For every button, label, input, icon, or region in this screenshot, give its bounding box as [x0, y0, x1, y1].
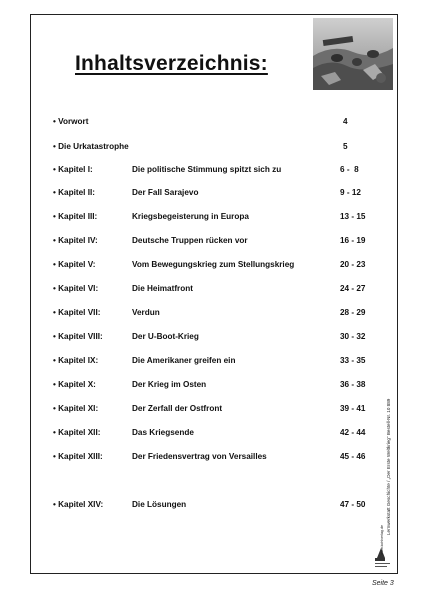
toc-chapter: • Vorwort [53, 117, 89, 126]
toc-entry [0, 500, 424, 514]
page-number: Seite 3 [372, 580, 394, 587]
toc-entry [0, 236, 424, 250]
toc-pages: 20 - 23 [340, 260, 366, 269]
toc-pages: 36 - 38 [340, 380, 366, 389]
toc-pages: 42 - 44 [340, 428, 366, 437]
toc-title: Verdun [132, 308, 160, 317]
toc-entry [0, 284, 424, 298]
trench-photo-icon [313, 18, 393, 90]
toc-title: Der Zerfall der Ostfront [132, 404, 223, 413]
toc-title: Der U-Boot-Krieg [132, 332, 199, 341]
toc-chapter: • Kapitel XII: [53, 428, 101, 437]
toc-pages: 5 [343, 142, 348, 151]
toc-title: Der Krieg im Osten [132, 380, 207, 389]
toc-chapter: • Kapitel III: [53, 212, 98, 221]
toc-title: Der Friedensvertrag von Versailles [132, 452, 267, 461]
toc-entry [0, 452, 424, 466]
toc-title: Die Amerikaner greifen ein [132, 356, 236, 365]
toc-title: Vom Bewegungskrieg zum Stellungskrieg [132, 260, 295, 269]
toc-title: Kriegsbegeisterung in Europa [132, 212, 249, 221]
toc-pages: 33 - 35 [340, 356, 366, 365]
toc-entry [0, 212, 424, 226]
toc-chapter: • Kapitel V: [53, 260, 96, 269]
toc-pages: 45 - 46 [340, 452, 366, 461]
toc-chapter: • Kapitel I: [53, 165, 93, 174]
toc-title: Der Fall Sarajevo [132, 188, 199, 197]
toc-chapter: • Kapitel IX: [53, 356, 99, 365]
toc-title: Deutsche Truppen rücken vor [132, 236, 248, 245]
toc-entry [0, 117, 424, 131]
toc-entry [0, 380, 424, 394]
toc-pages: 6 - 8 [340, 165, 359, 174]
toc-chapter: • Kapitel XI: [53, 404, 99, 413]
toc-entry [0, 188, 424, 202]
toc-pages: 4 [343, 117, 348, 126]
series-side-text: Lernwerkstatt Geschichte / „Der Erste Weltkrieg" Bestell-Nr. 10 889 [386, 398, 391, 535]
toc-title: Die Lösungen [132, 500, 187, 509]
toc-pages: 16 - 19 [340, 236, 366, 245]
publisher-url: www.kohlverlag.de [380, 525, 384, 555]
toc-entry [0, 142, 424, 156]
toc-entry [0, 404, 424, 418]
toc-pages: 30 - 32 [340, 332, 366, 341]
toc-entry [0, 165, 424, 179]
toc-title: Die politische Stimmung spitzt sich zu [132, 165, 282, 174]
toc-title: Die Heimatfront [132, 284, 193, 293]
toc-chapter: • Kapitel VI: [53, 284, 99, 293]
toc-entry [0, 356, 424, 370]
toc-pages: 39 - 41 [340, 404, 366, 413]
toc-pages: 13 - 15 [340, 212, 366, 221]
toc-chapter: • Kapitel II: [53, 188, 95, 197]
toc-chapter: • Die Urkatastrophe [53, 142, 129, 151]
toc-chapter: • Kapitel X: [53, 380, 96, 389]
toc-entry [0, 260, 424, 274]
toc-chapter: • Kapitel VIII: [53, 332, 103, 341]
toc-chapter: • Kapitel VII: [53, 308, 101, 317]
toc-chapter: • Kapitel XIII: [53, 452, 103, 461]
toc-entry [0, 332, 424, 346]
toc-title: Das Kriegsende [132, 428, 194, 437]
toc-chapter: • Kapitel XIV: [53, 500, 104, 509]
page-title: Inhaltsverzeichnis: [75, 52, 268, 75]
toc-pages: 9 - 12 [340, 188, 361, 197]
toc-pages: 24 - 27 [340, 284, 366, 293]
toc-pages: 28 - 29 [340, 308, 366, 317]
toc-pages: 47 - 50 [340, 500, 366, 509]
toc-entry [0, 308, 424, 322]
toc-chapter: • Kapitel IV: [53, 236, 98, 245]
toc-entry [0, 428, 424, 442]
